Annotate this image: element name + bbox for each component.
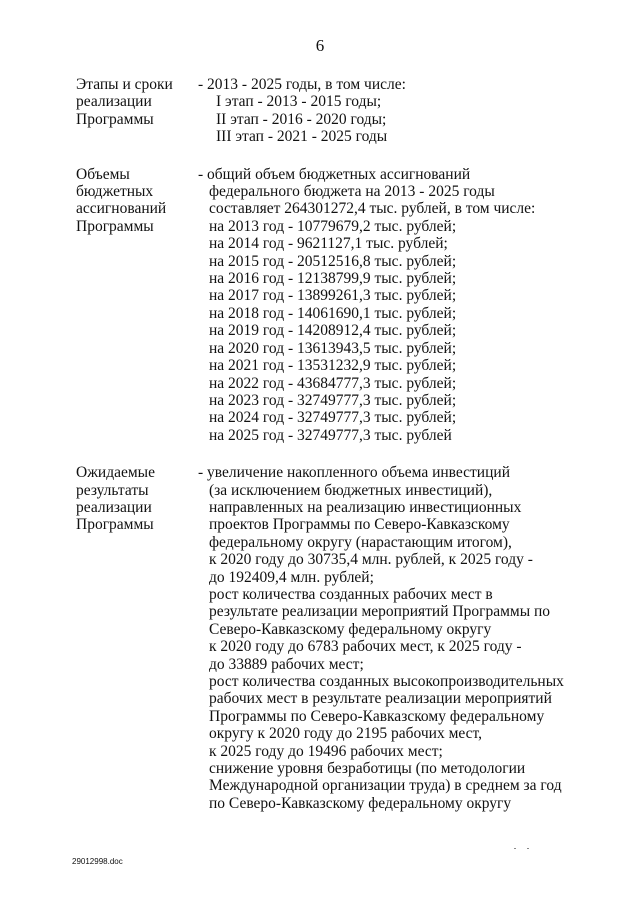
text-line: на 2018 год - 14061690,1 тыс. рублей; [209, 304, 457, 322]
text-line: на 2013 год - 10779679,2 тыс. рублей; [209, 217, 457, 235]
section-stages-and-terms [76, 76, 576, 146]
text-line: на 2016 год - 12138799,9 тыс. рублей; [209, 270, 457, 288]
section-content [198, 166, 576, 445]
text-line: по Северо-Кавказскому федеральному округу [209, 794, 512, 812]
text-line: на 2014 год - 9621127,1 тыс. рублей; [209, 235, 448, 253]
text-line: к 2020 году до 6783 рабочих мест, к 2025 году - [209, 638, 522, 656]
text-line: на 2023 год - 32749777,3 тыс. рублей; [209, 391, 457, 409]
section-expected-results [76, 464, 576, 812]
text-line: II этап - 2016 - 2020 годы; [216, 110, 387, 128]
text-line: Международной организации труда) в среднем за год [209, 777, 562, 795]
text-line: проектов Программы по Северо-Кавказскому [209, 516, 510, 534]
text-line: Северо-Кавказскому федеральному округу [209, 620, 492, 638]
text-line: - увеличение накопленного объема инвестиций [198, 464, 576, 481]
text-line: рабочих мест в результате реализации мероприятий [209, 690, 552, 708]
text-line: (за исключением бюджетных инвестиций), [209, 481, 493, 499]
text-line: направленных на реализацию инвестиционных [209, 498, 522, 516]
text-line: составляет 264301272,4 тыс. рублей, в том числе: [209, 200, 536, 218]
text-line: до 33889 рабочих мест; [209, 655, 364, 673]
text-line: снижение уровня безработицы (по методологии [209, 760, 526, 778]
section-content [198, 464, 576, 812]
text-line: на 2021 год - 13531232,9 тыс. рублей; [209, 357, 457, 375]
text-line: результате реализации мероприятий Программы по [209, 603, 551, 621]
text-line: на 2025 год - 32749777,3 тыс. рублей [209, 426, 452, 444]
text-line: округу к 2020 году до 2195 рабочих мест, [209, 725, 483, 743]
section-label: Объемы бюджетных ассигнований Программы [76, 165, 167, 235]
section-label: Этапы и сроки реализации Программы [76, 76, 173, 128]
program-passport-table [76, 76, 576, 829]
text-line: к 2025 году до 19496 рабочих мест; [209, 742, 443, 760]
text-line: к 2020 году до 30735,4 млн. рублей, к 2025 году - [209, 551, 533, 569]
scan-speck [514, 848, 516, 849]
text-line: Программы по Северо-Кавказскому федеральному [209, 707, 545, 725]
text-line: - общий объем бюджетных ассигнований [198, 166, 576, 183]
section-content [198, 76, 576, 146]
document-file-name: 29012998.doc [72, 857, 123, 866]
scan-speck [527, 848, 529, 849]
text-line: на 2024 год - 32749777,3 тыс. рублей; [209, 409, 457, 427]
text-line: I этап - 2013 - 2015 годы; [216, 93, 382, 111]
page-number: 6 [315, 36, 325, 55]
text-line: федеральному округу (нарастающим итогом), [209, 533, 512, 551]
text-line: III этап - 2021 - 2025 годы [216, 128, 388, 146]
text-line: федерального бюджета на 2013 - 2025 годы [209, 183, 495, 201]
text-line: рост количества созданных высокопроизводительных [209, 673, 564, 690]
text-line: на 2015 год - 20512516,8 тыс. рублей; [209, 252, 457, 270]
text-line: на 2017 год - 13899261,3 тыс. рублей; [209, 287, 457, 305]
text-line: на 2022 год - 43684777,3 тыс. рублей; [209, 374, 457, 392]
text-line: рост количества созданных рабочих мест в [209, 585, 493, 603]
text-line: до 192409,4 млн. рублей; [209, 568, 374, 586]
text-line: на 2019 год - 14208912,4 тыс. рублей; [209, 322, 457, 340]
text-line: - 2013 - 2025 годы, в том числе: [198, 76, 576, 93]
text-line: на 2020 год - 13613943,5 тыс. рублей; [209, 339, 457, 357]
section-label: Ожидаемые результаты реализации Программы [76, 464, 155, 534]
section-budget-allocations [76, 166, 576, 445]
